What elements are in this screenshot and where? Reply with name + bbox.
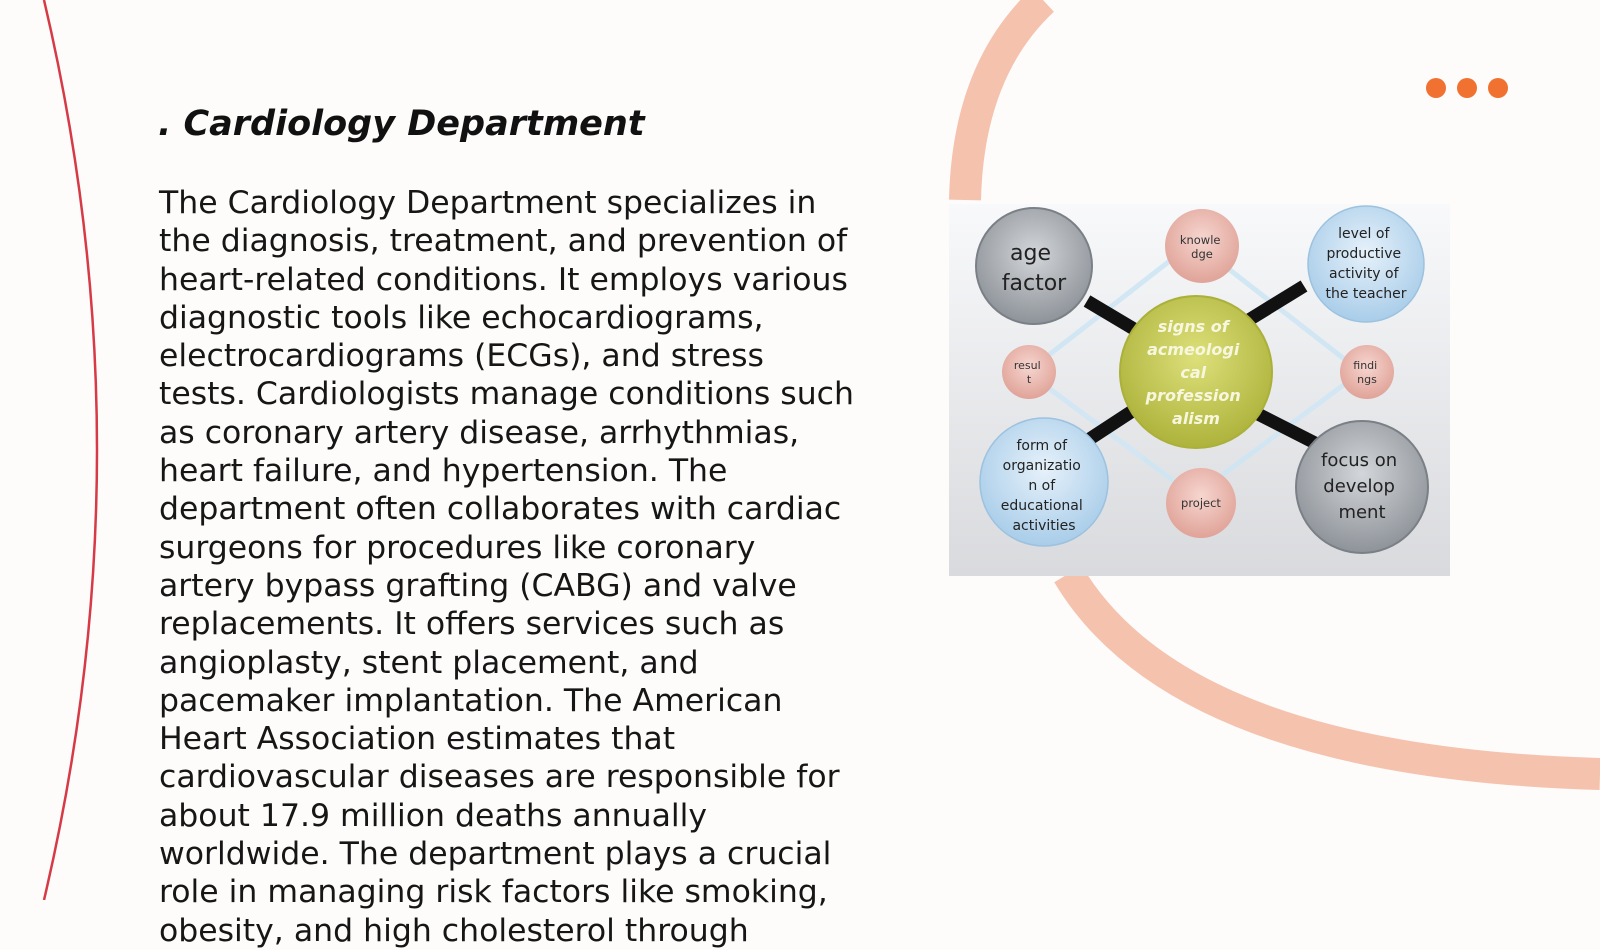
peach-arc-lower xyxy=(1068,574,1600,774)
more-dots-icon xyxy=(1426,78,1508,98)
left-red-arc xyxy=(44,0,97,900)
svg-text:signs of acmeologi: signs of acmeologi cal profession alism xyxy=(1145,317,1241,428)
professionalism-diagram xyxy=(949,204,1450,576)
svg-text:findi ngs: findi ngs xyxy=(1353,359,1378,386)
node-age-factor xyxy=(976,208,1092,324)
peach-arc-upper xyxy=(965,0,1043,200)
node-findings xyxy=(1340,345,1394,399)
svg-text:focus on develop: focus on develop ment xyxy=(1321,450,1398,523)
svg-text:level of productive: level of productive activity of the teacher xyxy=(1325,226,1407,302)
svg-text:resul t: resul t xyxy=(1013,359,1041,386)
node-center-professionalism xyxy=(1120,296,1272,448)
node-teacher-activity xyxy=(1308,206,1424,322)
node-focus-on-development xyxy=(1296,421,1428,553)
svg-text:age factor: age factor xyxy=(1001,241,1067,296)
node-knowledge xyxy=(1165,209,1239,283)
node-result xyxy=(1002,345,1056,399)
svg-text:form of organizatio: form of organizatio n of educational activities xyxy=(1000,438,1083,534)
svg-text:knowle dge: knowle dge xyxy=(1179,233,1221,261)
slide-body-text: The Cardiology Department specializes in the diagnosis, treatment, and prevention of heart-related conditions. It employs various diagnostic tools like echocardiograms, electrocardiograms (ECGs), and stress tests. Cardiologists manage conditions such as coronary artery disease, arrhythmias, heart failure, and hypertension. The department often collaborates with cardiac surgeons for procedures like coronary artery bypass grafting (CABG) and valve replacements. It offers services such as angioplasty, stent placement, and pacemaker implantation. The American Heart Association estimates that cardiovascular diseases are responsible for about 17.9 million deaths annually worldwide. The department plays a crucial role in managing risk factors like smoking, obesity, and high cholesterol through xyxy=(159,185,854,949)
dot-2 xyxy=(1457,78,1477,98)
slide-title: . Cardiology Department xyxy=(158,104,645,144)
dot-1 xyxy=(1426,78,1446,98)
dot-3 xyxy=(1488,78,1508,98)
svg-text:project: project xyxy=(1181,496,1221,510)
node-form-of-organization xyxy=(980,418,1108,546)
node-project xyxy=(1166,468,1236,538)
